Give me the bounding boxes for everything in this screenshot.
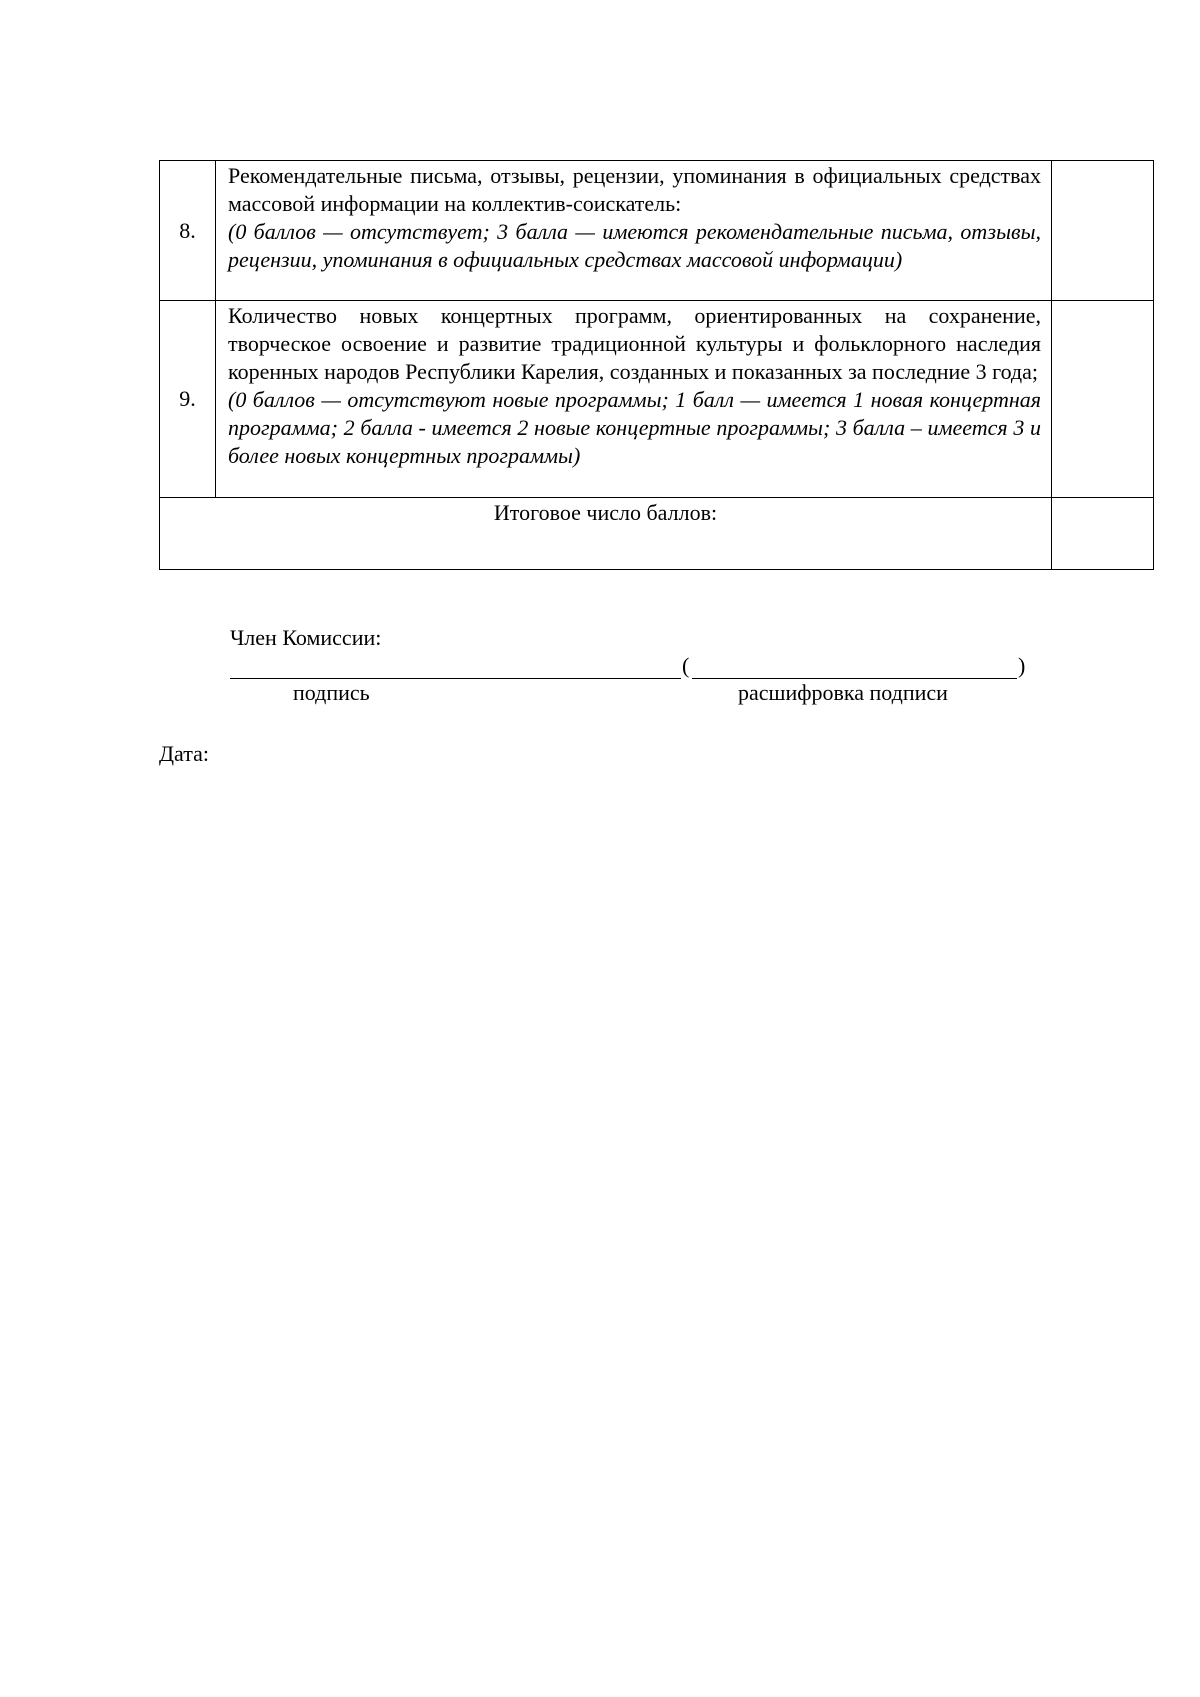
criteria-table — [159, 160, 1154, 570]
table-row — [160, 161, 1154, 301]
criterion-scoring-note: (0 баллов — отсутствует; 3 балла — имеются рекомендательные письма, отзывы, рецензии, упоминания в официальных средствах массовой информации) — [228, 219, 1041, 272]
total-row — [160, 498, 1154, 570]
score-cell[interactable] — [1052, 301, 1154, 498]
criterion-description — [216, 301, 1052, 498]
criterion-main-text: Количество новых концертных программ, ориентированных на сохранение, творческое освоение и развитие традиционной культуры и фольклорного наследия коренных народов Республики Карелия, созданных и показанных за последние 3 года; — [228, 303, 1041, 384]
row-number: 8. — [160, 161, 216, 301]
paren-close: ) — [1018, 653, 1026, 678]
total-score-cell[interactable] — [1052, 498, 1154, 570]
signature-decode-caption: расшифровка подписи — [738, 680, 948, 705]
commission-member-label: Член Комиссии: — [230, 625, 382, 650]
total-label: Итоговое число баллов: — [160, 498, 1052, 570]
row-number: 9. — [160, 301, 216, 498]
criterion-main-text: Рекомендательные письма, отзывы, рецензии, упоминания в официальных средствах массовой информации на коллектив-соискатель: — [228, 163, 1041, 216]
criterion-scoring-note: (0 баллов — отсутствуют новые программы; 1 балл — имеется 1 новая концертная программа; 2 балла - имеется 2 новые концертные программы; 3 балла – имеется 3 и более новых концертных программы) — [228, 387, 1041, 468]
signature-caption: подпись — [293, 680, 370, 705]
criterion-description — [216, 161, 1052, 301]
table-row — [160, 301, 1154, 498]
score-cell[interactable] — [1052, 161, 1154, 301]
date-label: Дата: — [159, 741, 209, 766]
paren-open: ( — [682, 653, 690, 678]
